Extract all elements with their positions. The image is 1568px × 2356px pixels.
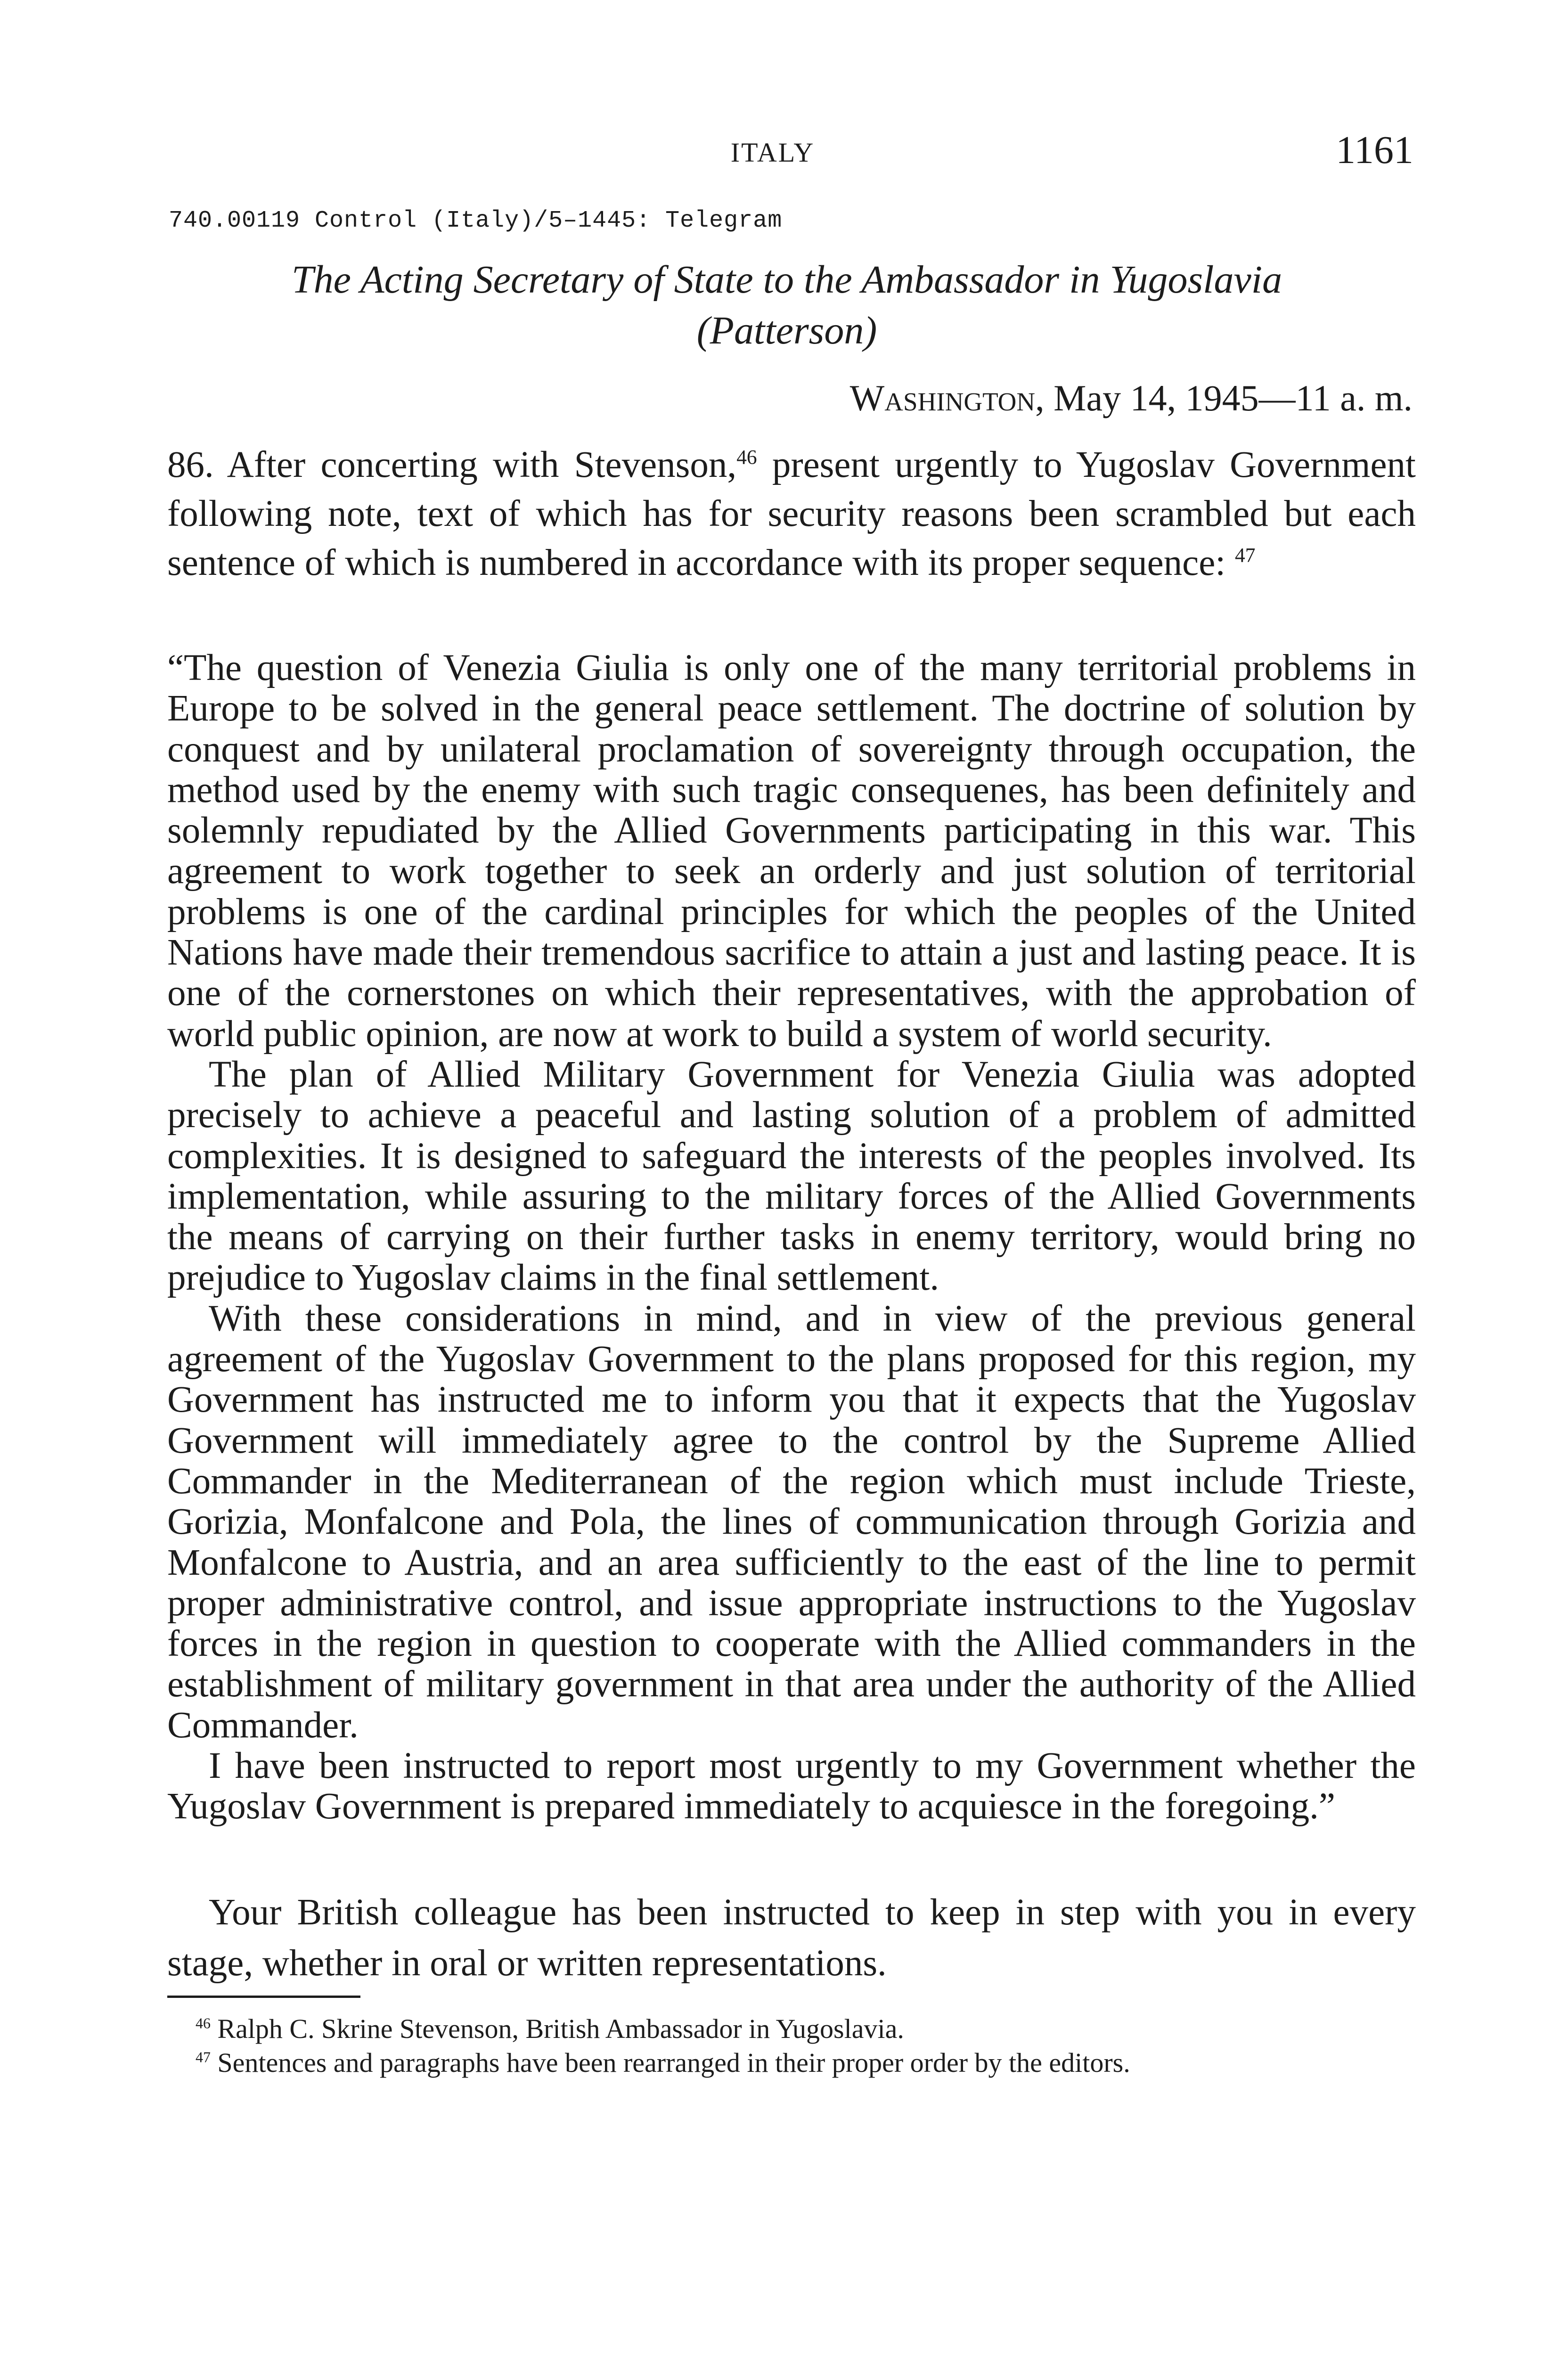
footnote-ref-47[interactable]: 47 bbox=[1235, 544, 1256, 567]
quote-paragraph: The plan of Allied Military Government for Venezia Giulia was adopted precisely to achieve a peaceful and lasting solution of a problem of admitted complexities. It is designed to safeguard the interests of the peoples involved. Its implementation, while assuring to the military forces of the Allied Governments the means of carrying on their further tasks in enemy territory, would bring no prejudice to Yugoslav claims in the final settlement. bbox=[167, 1054, 1416, 1299]
title-line: The Acting Secretary of State to the Ambassador in Yugoslavia bbox=[291, 258, 1282, 302]
footnote-46 bbox=[167, 2012, 1416, 2046]
recipient-line: (Patterson) bbox=[696, 309, 877, 352]
footnote-mark: 46 bbox=[196, 2015, 211, 2032]
quote-paragraph: I have been instructed to report most urgently to my Government whether the Yugoslav Government is prepared immediately to acquiesce in the foregoing.” bbox=[167, 1745, 1416, 1827]
running-header: ITALY bbox=[730, 137, 815, 168]
quote-paragraph: “The question of Venezia Giulia is only one of the many territorial problems in Europe to be solved in the general peace settlement. The doctrine of solution by conquest and by unilateral proclamation of sovereignty through occupation, the method used by the enemy with such tragic consequenes, has been definitely and solemnly repudiated by the Allied Governments participating in this war. This agreement to work together to seek an orderly and just solution of territorial problems is one of the cardinal principles for which the peoples of the United Nations have made their tremendous sacrifice to attain a just and lasting peace. It is one of the cornerstones on which their representatives, with the approbation of world public opinion, are now at work to build a system of world security. bbox=[167, 647, 1416, 1055]
intro-text-a: 86. After concerting with Stevenson, bbox=[167, 444, 737, 485]
intro-paragraph bbox=[167, 441, 1416, 588]
footnote-ref-46[interactable]: 46 bbox=[736, 446, 757, 469]
intro-text-b: present urgently to Yugoslav Government following note, text of which has for security reasons been scrambled but each sentence of which is numbered in accordance with its proper sequence: bbox=[167, 444, 1416, 583]
dateline bbox=[850, 377, 1413, 419]
footnote-text: Sentences and paragraphs have been rearranged in their proper order by the editors. bbox=[210, 2047, 1130, 2078]
page-number: 1161 bbox=[1336, 128, 1413, 172]
dateline-place: Washington bbox=[849, 377, 1036, 418]
footnote-text: Ralph C. Skrine Stevenson, British Ambassador in Yugoslavia. bbox=[210, 2013, 904, 2044]
footnote-47 bbox=[167, 2046, 1416, 2080]
quoted-note bbox=[167, 648, 1416, 1827]
dateline-date: , May 14, 1945—11 a. m. bbox=[1035, 377, 1413, 418]
footnote-mark: 47 bbox=[196, 2049, 211, 2066]
footnote-rule bbox=[167, 1996, 360, 1998]
quote-paragraph: With these considerations in mind, and in view of the previous general agreement of the Yugoslav Government to the plans proposed for this region, my Government has instructed me to inform you that it expects that the Yugoslav Government will immediately agree to the control by the Supreme Allied Commander in the Mediterranean of the region which must include Trieste, Gorizia, Monfalcone and Pola, the lines of communication through Gorizia and Monfalcone to Austria, and an area sufficiently to the east of the line to permit proper administrative control, and issue appropriate instructions to the Yugoslav forces in the region in question to cooperate with the Allied commanders in the establishment of military government in that area under the authority of the Allied Commander. bbox=[167, 1298, 1416, 1746]
document-title bbox=[160, 254, 1413, 356]
footnotes bbox=[167, 2012, 1416, 2080]
file-reference: 740.00119 Control (Italy)/5–1445: Telegram bbox=[169, 207, 783, 234]
closing-paragraph: Your British colleague has been instructed to keep in step with you in every stage, whether in oral or written representations. bbox=[167, 1892, 1416, 1984]
